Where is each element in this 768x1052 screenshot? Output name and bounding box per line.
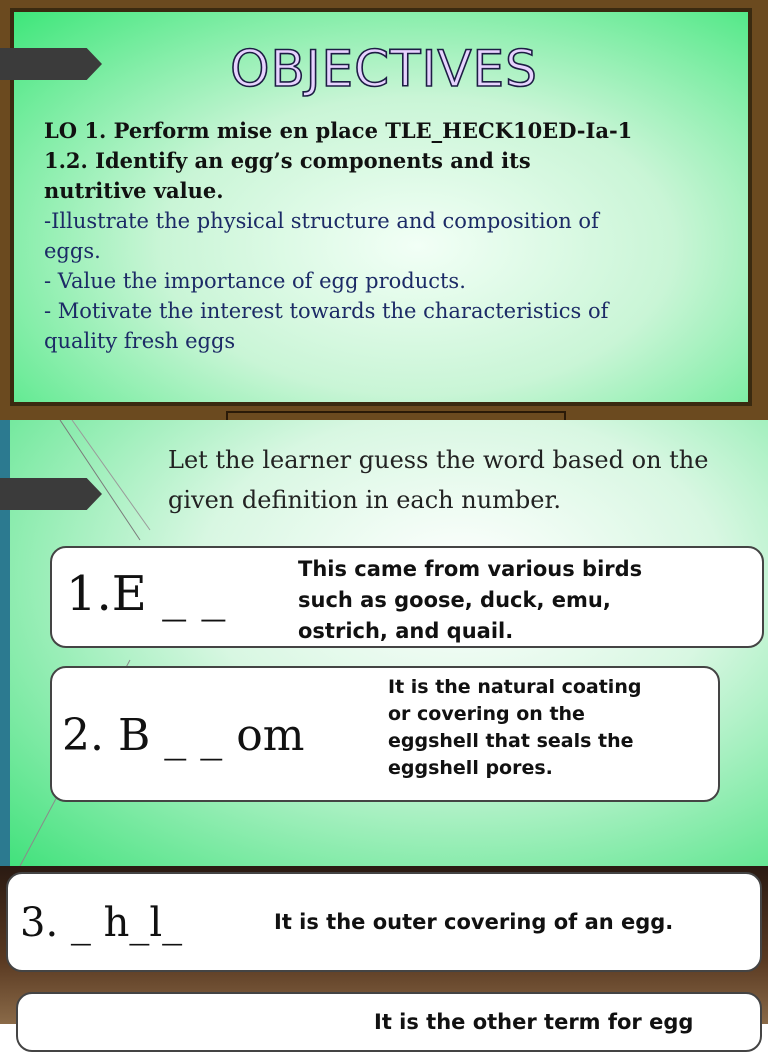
arrow-tab-decoration — [0, 478, 102, 510]
definition-line: or covering on the — [388, 703, 585, 725]
question-word-2: 2. B _ _ om — [62, 710, 305, 761]
objectives-slide — [0, 0, 768, 420]
question-word-1: 1.E _ _ — [66, 566, 226, 622]
question-word-3: 3. _ h_l_ — [20, 900, 183, 946]
objectives-title: OBJECTIVES — [230, 40, 538, 98]
definition-line: eggshell that seals the — [388, 730, 634, 752]
question-card-1 — [50, 546, 764, 648]
question-card-2 — [50, 666, 720, 802]
objective-line-7: - Motivate the interest towards the characteristics of — [44, 299, 609, 323]
question-card-3 — [6, 872, 762, 972]
objectives-list — [44, 116, 734, 356]
instruction-line-1: Let the learner guess the word based on the — [168, 446, 709, 474]
objective-line-6: - Value the importance of egg products. — [44, 269, 466, 293]
instruction-text — [168, 440, 763, 520]
definition-line: such as goose, duck, emu, — [298, 588, 611, 612]
objective-line-3: nutritive value. — [44, 178, 224, 203]
guess-word-slide — [0, 420, 768, 866]
lo-line: LO 1. Perform mise en place TLE_HECK10ED-Ia-1 — [44, 118, 633, 143]
question-definition-3: It is the outer covering of an egg. — [274, 910, 674, 934]
question-card-4 — [16, 992, 762, 1052]
question-definition-1 — [298, 554, 642, 647]
objective-line-8: quality fresh eggs — [44, 329, 236, 353]
question-definition-4: It is the other term for egg — [374, 1010, 694, 1034]
instruction-line-2: given definition in each number. — [168, 486, 561, 514]
definition-line: This came from various birds — [298, 557, 643, 581]
questions-slide-3 — [0, 866, 768, 1034]
objective-line-4: -Illustrate the physical structure and composition of — [44, 209, 599, 233]
objective-line-5: eggs. — [44, 239, 101, 263]
objective-line-2: 1.2. Identify an egg’s components and its — [44, 148, 531, 173]
definition-line: eggshell pores. — [388, 757, 553, 779]
definition-line: It is the natural coating — [388, 676, 642, 698]
definition-line: ostrich, and quail. — [298, 619, 514, 643]
question-definition-2 — [388, 674, 641, 782]
